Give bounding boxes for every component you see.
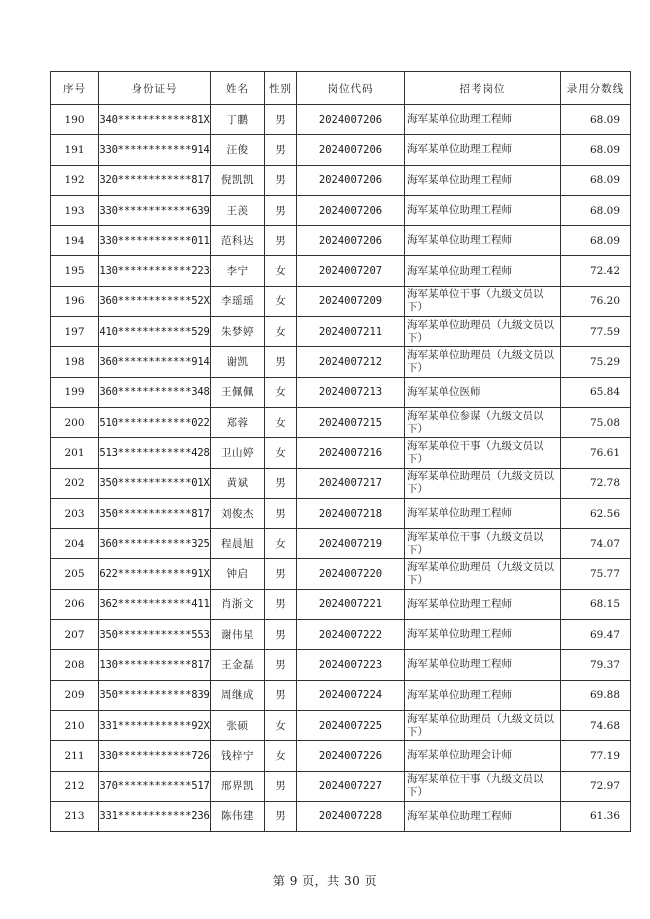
cell-id-number: 622************91X bbox=[99, 559, 211, 589]
cell-id-number: 360************52X bbox=[99, 286, 211, 316]
table-row bbox=[51, 680, 631, 710]
cell-score: 68.09 bbox=[561, 226, 631, 256]
cell-seq: 213 bbox=[51, 801, 99, 831]
cell-score: 79.37 bbox=[561, 650, 631, 680]
cell-score: 75.77 bbox=[561, 559, 631, 589]
cell-post-code: 2024007224 bbox=[297, 680, 405, 710]
cell-gender: 男 bbox=[265, 589, 297, 619]
cell-seq: 197 bbox=[51, 317, 99, 347]
cell-gender: 女 bbox=[265, 438, 297, 468]
cell-id-number: 340************81X bbox=[99, 105, 211, 135]
table-row bbox=[51, 771, 631, 801]
cell-name: 郑蓉 bbox=[211, 407, 265, 437]
cell-score: 69.47 bbox=[561, 620, 631, 650]
table-row bbox=[51, 165, 631, 195]
cell-score: 74.68 bbox=[561, 710, 631, 740]
cell-post: 海军某单位助理会计师 bbox=[405, 741, 561, 771]
cell-score: 75.29 bbox=[561, 347, 631, 377]
header-post: 招考岗位 bbox=[405, 72, 561, 105]
cell-post-code: 2024007216 bbox=[297, 438, 405, 468]
table-row bbox=[51, 650, 631, 680]
cell-post: 海军某单位助理员（九级文员以下） bbox=[405, 317, 561, 347]
cell-post: 海军某单位助理工程师 bbox=[405, 135, 561, 165]
cell-post-code: 2024007206 bbox=[297, 135, 405, 165]
cell-id-number: 330************914 bbox=[99, 135, 211, 165]
header-id: 身份证号 bbox=[99, 72, 211, 105]
cell-id-number: 360************325 bbox=[99, 529, 211, 559]
cell-id-number: 350************839 bbox=[99, 680, 211, 710]
cell-gender: 男 bbox=[265, 135, 297, 165]
table-row bbox=[51, 226, 631, 256]
cell-id-number: 510************022 bbox=[99, 407, 211, 437]
cell-seq: 192 bbox=[51, 165, 99, 195]
cell-seq: 211 bbox=[51, 741, 99, 771]
cell-post: 海军某单位助理工程师 bbox=[405, 650, 561, 680]
cell-name: 丁鹏 bbox=[211, 105, 265, 135]
cell-id-number: 370************517 bbox=[99, 771, 211, 801]
cell-post: 海军某单位医师 bbox=[405, 377, 561, 407]
cell-score: 68.09 bbox=[561, 105, 631, 135]
cell-id-number: 350************553 bbox=[99, 620, 211, 650]
cell-post-code: 2024007223 bbox=[297, 650, 405, 680]
header-code: 岗位代码 bbox=[297, 72, 405, 105]
cell-score: 77.19 bbox=[561, 741, 631, 771]
cell-seq: 203 bbox=[51, 498, 99, 528]
header-seq: 序号 bbox=[51, 72, 99, 105]
header-gender: 性别 bbox=[265, 72, 297, 105]
cell-score: 69.88 bbox=[561, 680, 631, 710]
cell-post: 海军某单位干事（九级文员以下） bbox=[405, 771, 561, 801]
table-row bbox=[51, 710, 631, 740]
cell-post-code: 2024007219 bbox=[297, 529, 405, 559]
cell-post-code: 2024007206 bbox=[297, 165, 405, 195]
cell-seq: 200 bbox=[51, 407, 99, 437]
cell-score: 76.61 bbox=[561, 438, 631, 468]
table-row bbox=[51, 195, 631, 225]
cell-name: 张硕 bbox=[211, 710, 265, 740]
table-row bbox=[51, 286, 631, 316]
cell-post-code: 2024007221 bbox=[297, 589, 405, 619]
cell-post-code: 2024007206 bbox=[297, 105, 405, 135]
cell-post: 海军某单位助理员（九级文员以下） bbox=[405, 559, 561, 589]
table-row bbox=[51, 407, 631, 437]
cell-seq: 191 bbox=[51, 135, 99, 165]
cell-score: 74.07 bbox=[561, 529, 631, 559]
cell-score: 76.20 bbox=[561, 286, 631, 316]
header-name: 姓名 bbox=[211, 72, 265, 105]
cell-score: 61.36 bbox=[561, 801, 631, 831]
cell-post: 海军某单位助理工程师 bbox=[405, 589, 561, 619]
table-row bbox=[51, 105, 631, 135]
cell-post: 海军某单位助理工程师 bbox=[405, 620, 561, 650]
cell-gender: 女 bbox=[265, 286, 297, 316]
cell-id-number: 410************529 bbox=[99, 317, 211, 347]
cell-gender: 女 bbox=[265, 710, 297, 740]
cell-name: 邢界凯 bbox=[211, 771, 265, 801]
cell-score: 62.56 bbox=[561, 498, 631, 528]
cell-seq: 204 bbox=[51, 529, 99, 559]
page-number: 第 9 页，共 30 页 bbox=[272, 874, 378, 888]
cell-id-number: 330************639 bbox=[99, 195, 211, 225]
table-row bbox=[51, 135, 631, 165]
table-row bbox=[51, 559, 631, 589]
cell-id-number: 320************817 bbox=[99, 165, 211, 195]
cell-post: 海军某单位干事（九级文员以下） bbox=[405, 438, 561, 468]
cell-gender: 男 bbox=[265, 226, 297, 256]
cell-post-code: 2024007222 bbox=[297, 620, 405, 650]
cell-score: 72.97 bbox=[561, 771, 631, 801]
cell-seq: 209 bbox=[51, 680, 99, 710]
cell-gender: 男 bbox=[265, 347, 297, 377]
cell-post-code: 2024007211 bbox=[297, 317, 405, 347]
cell-post: 海军某单位参谋（九级文员以下） bbox=[405, 407, 561, 437]
cell-score: 68.09 bbox=[561, 195, 631, 225]
cell-name: 李宁 bbox=[211, 256, 265, 286]
cell-post-code: 2024007206 bbox=[297, 195, 405, 225]
cell-gender: 男 bbox=[265, 559, 297, 589]
table-header bbox=[51, 72, 631, 105]
cell-name: 钱梓宁 bbox=[211, 741, 265, 771]
cell-gender: 男 bbox=[265, 801, 297, 831]
cell-score: 72.42 bbox=[561, 256, 631, 286]
cell-name: 钟启 bbox=[211, 559, 265, 589]
cell-gender: 男 bbox=[265, 195, 297, 225]
cell-id-number: 331************236 bbox=[99, 801, 211, 831]
cell-name: 程晨旭 bbox=[211, 529, 265, 559]
cell-id-number: 130************223 bbox=[99, 256, 211, 286]
cell-name: 刘俊杰 bbox=[211, 498, 265, 528]
cell-seq: 205 bbox=[51, 559, 99, 589]
table-row bbox=[51, 438, 631, 468]
cell-post: 海军某单位助理工程师 bbox=[405, 165, 561, 195]
cell-id-number: 130************817 bbox=[99, 650, 211, 680]
cell-post: 海军某单位助理员（九级文员以下） bbox=[405, 468, 561, 498]
cell-gender: 男 bbox=[265, 650, 297, 680]
table-row bbox=[51, 377, 631, 407]
table-row bbox=[51, 529, 631, 559]
cell-post-code: 2024007227 bbox=[297, 771, 405, 801]
cell-gender: 男 bbox=[265, 680, 297, 710]
table-row bbox=[51, 498, 631, 528]
cell-seq: 199 bbox=[51, 377, 99, 407]
cell-score: 77.59 bbox=[561, 317, 631, 347]
cell-post-code: 2024007220 bbox=[297, 559, 405, 589]
cell-score: 72.78 bbox=[561, 468, 631, 498]
cell-post: 海军某单位助理工程师 bbox=[405, 256, 561, 286]
cell-post-code: 2024007209 bbox=[297, 286, 405, 316]
cell-name: 倪凯凯 bbox=[211, 165, 265, 195]
cell-name: 李瑶瑶 bbox=[211, 286, 265, 316]
cell-seq: 207 bbox=[51, 620, 99, 650]
cell-name: 王佩佩 bbox=[211, 377, 265, 407]
cell-post-code: 2024007218 bbox=[297, 498, 405, 528]
table-row bbox=[51, 468, 631, 498]
header-row bbox=[51, 72, 631, 105]
cell-seq: 208 bbox=[51, 650, 99, 680]
cell-gender: 男 bbox=[265, 468, 297, 498]
table-row bbox=[51, 256, 631, 286]
table-row bbox=[51, 347, 631, 377]
cell-id-number: 331************92X bbox=[99, 710, 211, 740]
cell-name: 卫山婷 bbox=[211, 438, 265, 468]
cell-id-number: 350************817 bbox=[99, 498, 211, 528]
cell-post: 海军某单位助理工程师 bbox=[405, 105, 561, 135]
cell-seq: 198 bbox=[51, 347, 99, 377]
cell-post: 海军某单位干事（九级文员以下） bbox=[405, 286, 561, 316]
cell-post: 海军某单位助理员（九级文员以下） bbox=[405, 710, 561, 740]
cell-gender: 男 bbox=[265, 105, 297, 135]
cell-post-code: 2024007213 bbox=[297, 377, 405, 407]
cell-post-code: 2024007226 bbox=[297, 741, 405, 771]
cell-id-number: 350************01X bbox=[99, 468, 211, 498]
cell-post: 海军某单位干事（九级文员以下） bbox=[405, 529, 561, 559]
cell-post-code: 2024007212 bbox=[297, 347, 405, 377]
cell-score: 68.09 bbox=[561, 165, 631, 195]
table-body bbox=[51, 105, 631, 832]
cell-name: 范科达 bbox=[211, 226, 265, 256]
cell-id-number: 330************011 bbox=[99, 226, 211, 256]
cell-post-code: 2024007225 bbox=[297, 710, 405, 740]
cell-gender: 男 bbox=[265, 771, 297, 801]
table-row bbox=[51, 317, 631, 347]
cell-gender: 女 bbox=[265, 256, 297, 286]
cell-name: 王羡 bbox=[211, 195, 265, 225]
table-row bbox=[51, 741, 631, 771]
cell-post: 海军某单位助理工程师 bbox=[405, 801, 561, 831]
cell-seq: 193 bbox=[51, 195, 99, 225]
cell-gender: 女 bbox=[265, 529, 297, 559]
cell-id-number: 362************411 bbox=[99, 589, 211, 619]
cell-id-number: 360************348 bbox=[99, 377, 211, 407]
cell-score: 68.15 bbox=[561, 589, 631, 619]
cell-seq: 210 bbox=[51, 710, 99, 740]
cell-name: 谢凯 bbox=[211, 347, 265, 377]
cell-post: 海军某单位助理工程师 bbox=[405, 680, 561, 710]
cell-seq: 202 bbox=[51, 468, 99, 498]
cell-post-code: 2024007207 bbox=[297, 256, 405, 286]
cell-name: 王金磊 bbox=[211, 650, 265, 680]
cell-seq: 196 bbox=[51, 286, 99, 316]
table-row bbox=[51, 589, 631, 619]
cell-gender: 男 bbox=[265, 165, 297, 195]
cell-seq: 195 bbox=[51, 256, 99, 286]
header-score: 录用分数线 bbox=[561, 72, 631, 105]
cell-name: 周继成 bbox=[211, 680, 265, 710]
cell-id-number: 330************726 bbox=[99, 741, 211, 771]
cell-seq: 201 bbox=[51, 438, 99, 468]
cell-seq: 194 bbox=[51, 226, 99, 256]
admission-table bbox=[50, 71, 631, 832]
cell-post: 海军某单位助理员（九级文员以下） bbox=[405, 347, 561, 377]
cell-id-number: 360************914 bbox=[99, 347, 211, 377]
cell-post-code: 2024007228 bbox=[297, 801, 405, 831]
cell-post: 海军某单位助理工程师 bbox=[405, 226, 561, 256]
cell-post-code: 2024007215 bbox=[297, 407, 405, 437]
cell-name: 黄斌 bbox=[211, 468, 265, 498]
cell-name: 陈伟建 bbox=[211, 801, 265, 831]
cell-name: 肖浙文 bbox=[211, 589, 265, 619]
cell-id-number: 513************428 bbox=[99, 438, 211, 468]
cell-score: 65.84 bbox=[561, 377, 631, 407]
cell-score: 75.08 bbox=[561, 407, 631, 437]
table-row bbox=[51, 801, 631, 831]
cell-post-code: 2024007206 bbox=[297, 226, 405, 256]
cell-seq: 206 bbox=[51, 589, 99, 619]
cell-post-code: 2024007217 bbox=[297, 468, 405, 498]
cell-seq: 190 bbox=[51, 105, 99, 135]
cell-gender: 女 bbox=[265, 377, 297, 407]
cell-gender: 男 bbox=[265, 620, 297, 650]
cell-gender: 女 bbox=[265, 741, 297, 771]
roster-sheet bbox=[50, 71, 625, 832]
cell-name: 汪俊 bbox=[211, 135, 265, 165]
cell-seq: 212 bbox=[51, 771, 99, 801]
cell-post: 海军某单位助理工程师 bbox=[405, 195, 561, 225]
cell-gender: 女 bbox=[265, 407, 297, 437]
table-row bbox=[51, 620, 631, 650]
cell-name: 谢伟星 bbox=[211, 620, 265, 650]
cell-gender: 男 bbox=[265, 498, 297, 528]
cell-score: 68.09 bbox=[561, 135, 631, 165]
cell-gender: 女 bbox=[265, 317, 297, 347]
cell-post: 海军某单位助理工程师 bbox=[405, 498, 561, 528]
cell-name: 朱梦婷 bbox=[211, 317, 265, 347]
